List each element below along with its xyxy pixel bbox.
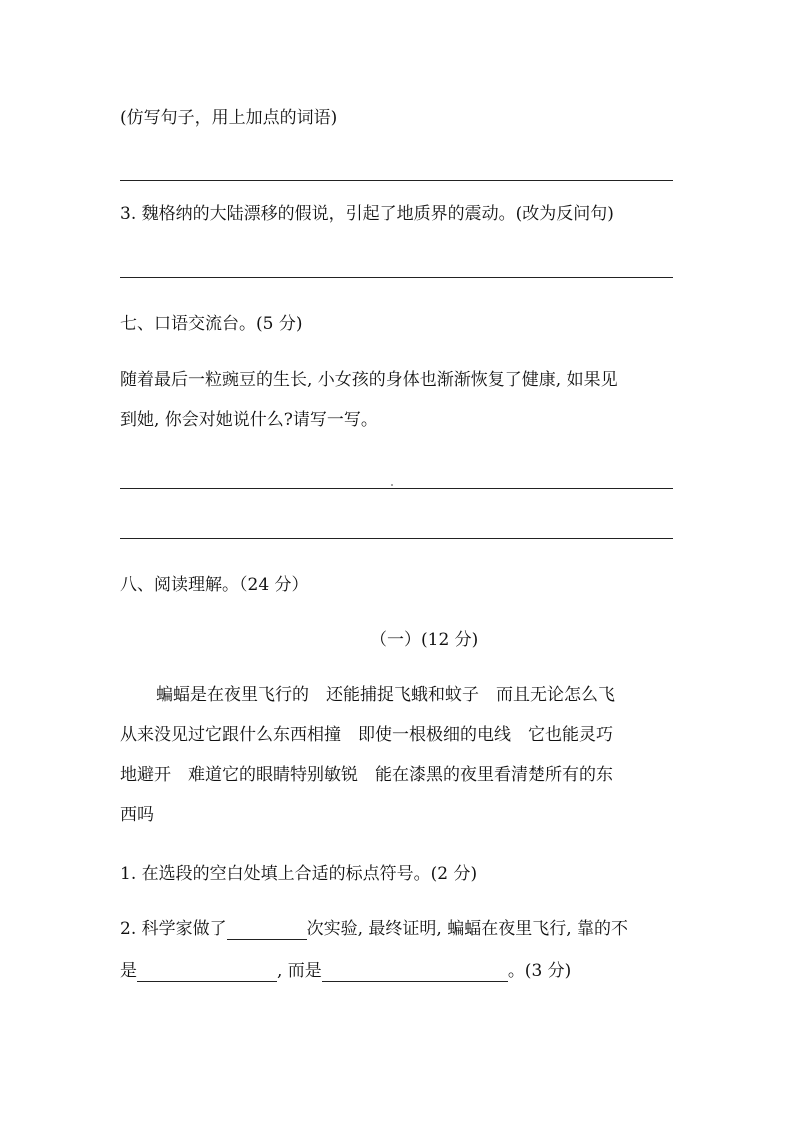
q2-text-d: , 而是 bbox=[277, 961, 322, 981]
q2-text-e: 。(3 分) bbox=[507, 961, 572, 981]
q2-text-c: 是 bbox=[120, 961, 137, 981]
imitate-instruction: (仿写句子，用上加点的词语) bbox=[120, 108, 338, 128]
q2-text-b: 次实验, 最终证明, 蝙蝠在夜里飞行, 靠的不 bbox=[306, 919, 629, 939]
passage-line-3: 地避开 难道它的眼睛特别敏锐 能在漆黑的夜里看清楚所有的东 bbox=[120, 765, 613, 785]
answer-line-7-2[interactable] bbox=[120, 538, 673, 539]
reading-question-2-line-2 bbox=[120, 960, 571, 982]
answer-line-q3[interactable] bbox=[120, 277, 673, 278]
blank-experiment-count[interactable] bbox=[227, 921, 307, 940]
section-8-title: 八、阅读理解。（24 分） bbox=[120, 575, 309, 595]
passage-line-1: 蝙蝠是在夜里飞行的 还能捕捉飞蛾和蚊子 而且无论怎么飞 bbox=[156, 685, 615, 705]
answer-line-imitate[interactable] bbox=[120, 180, 673, 181]
q2-text-a: 2. 科学家做了 bbox=[120, 919, 227, 939]
answer-line-7-1[interactable] bbox=[120, 488, 673, 489]
passage-line-2: 从来没见过它跟什么东西相撞 即使一根极细的电线 它也能灵巧 bbox=[120, 725, 613, 745]
reading-part-1-title: （一）(12 分) bbox=[370, 630, 479, 650]
reading-question-2-line-1 bbox=[120, 918, 628, 940]
passage-line-4: 西吗 bbox=[120, 805, 154, 825]
reading-question-1: 1. 在选段的空白处填上合适的标点符号。(2 分) bbox=[120, 864, 478, 884]
section-7-prompt-line-1: 随着最后一粒豌豆的生长, 小女孩的身体也渐渐恢复了健康, 如果见 bbox=[120, 370, 618, 390]
stray-dot bbox=[391, 484, 393, 486]
question-3-text: 3. 魏格纳的大陆漂移的假说，引起了地质界的震动。(改为反问句) bbox=[120, 204, 614, 224]
blank-not-rely-on[interactable] bbox=[137, 963, 277, 982]
section-7-title: 七、口语交流台。(5 分) bbox=[120, 314, 303, 334]
blank-but-rely-on[interactable] bbox=[322, 963, 508, 982]
section-7-prompt-line-2: 到她, 你会对她说什么?请写一写。 bbox=[120, 410, 378, 430]
